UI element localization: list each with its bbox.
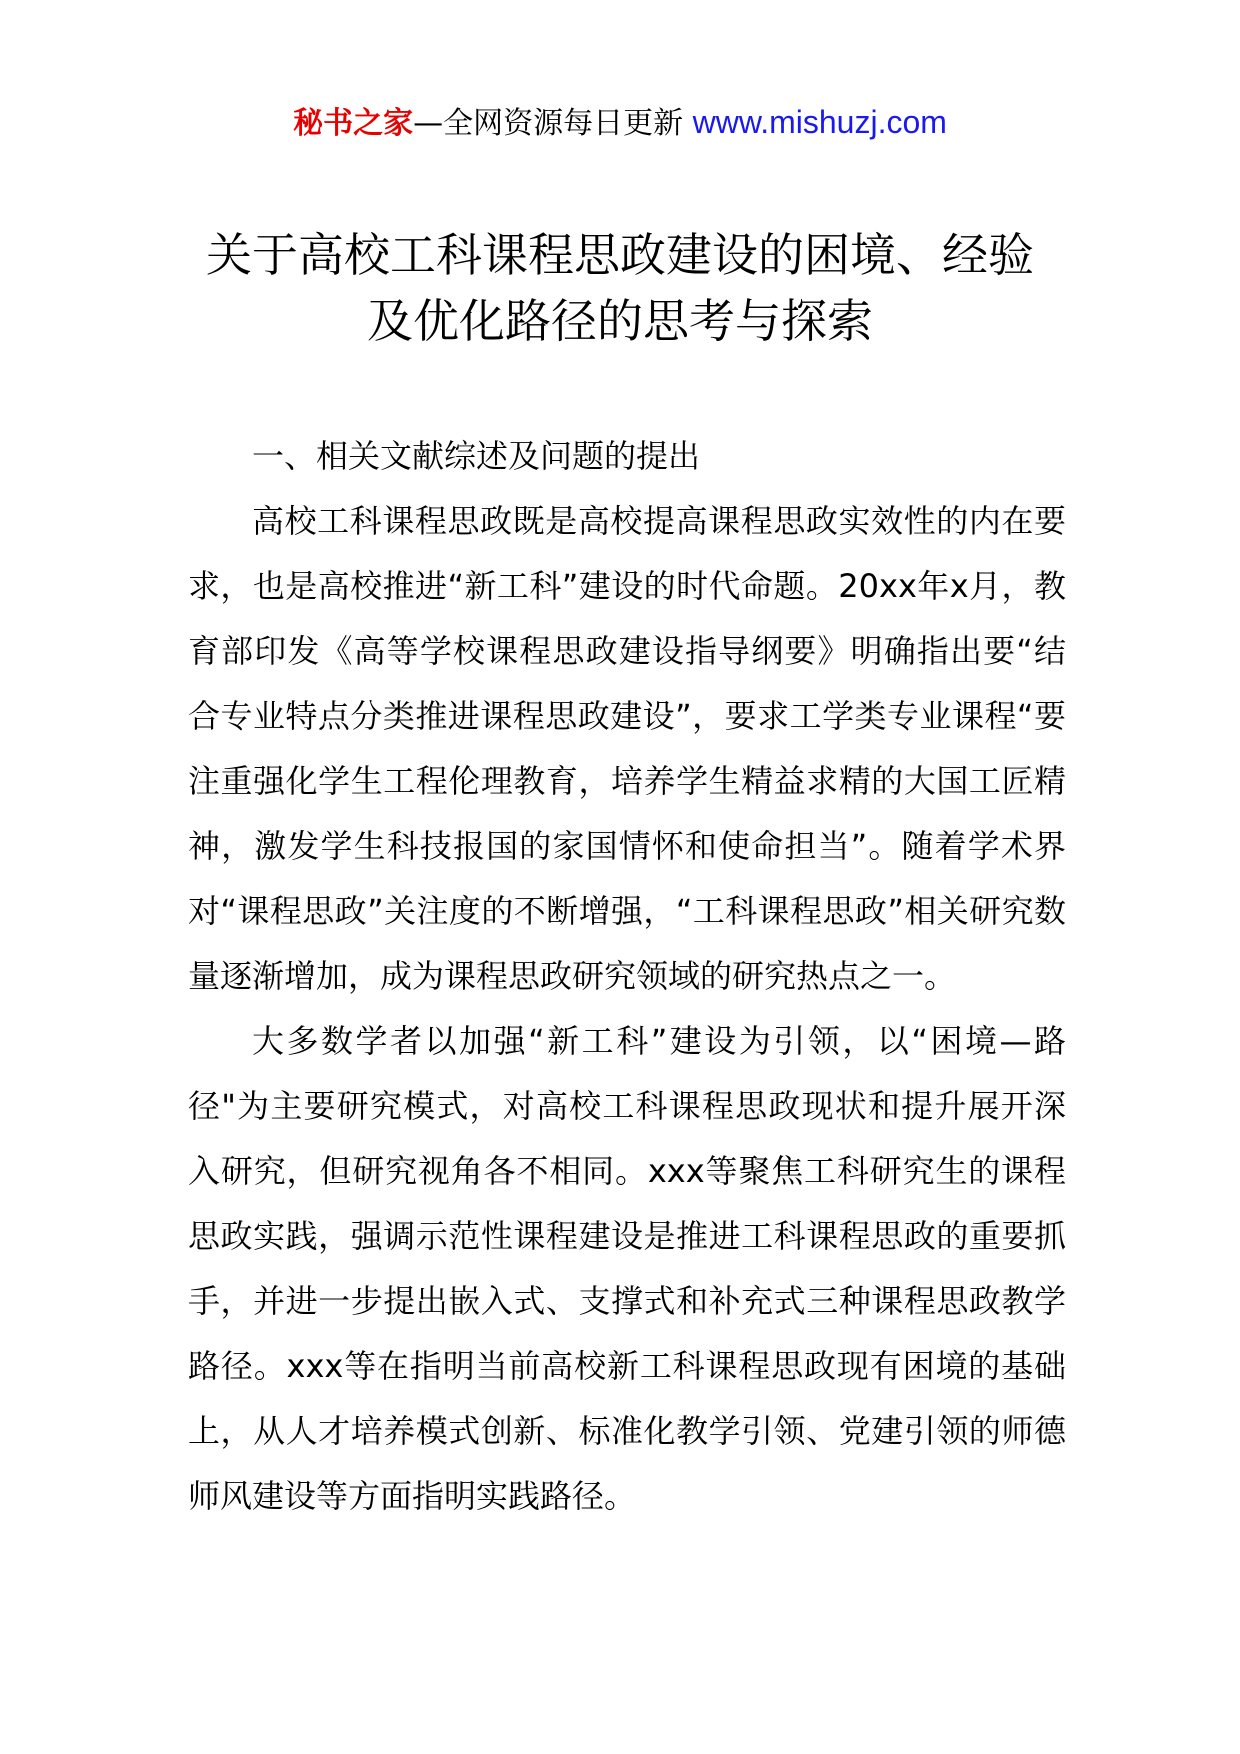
brand-name: 秘书之家 bbox=[293, 106, 414, 141]
body-paragraph-1: 高校工科课程思政既是高校提高课程思政实效性的内在要求，也是高校推进“新工科”建设的时代命题。20xx年x月，教育部印发《高等学校课程思政建设指导纲要》明确指出要“结合专业特点分类推进课程思政建设”，要求工学类专业课程“要注重强化学生工程伦理教育，培养学生精益求精的大国工匠精神，激发学生科技报国的家国情怀和使命担当”。随着学术界对“课程思政”关注度的不断增强，“工科课程思政”相关研究数量逐渐增加，成为课程思政研究领域的研究热点之一。 bbox=[188, 502, 1066, 995]
body-paragraph-2: 大多数学者以加强“新工科”建设为引领，以“困境—路径"为主要研究模式，对高校工科课程思政现状和提升展开深入研究，但研究视角各不相同。xxx等聚焦工科研究生的课程思政实践，强调示范性课程建设是推进工科课程思政的重要抓手，并进一步提出嵌入式、支撑式和补充式三种课程思政教学路径。xxx等在指明当前高校新工科课程思政现有困境的基础上，从人才培养模式创新、标准化教学引领、党建引领的师德师风建设等方面指明实践路径。 bbox=[188, 1022, 1066, 1515]
header-slogan: —全网资源每日更新 bbox=[413, 106, 693, 141]
document-title bbox=[150, 222, 1090, 354]
document-body bbox=[188, 424, 1066, 1529]
title-line-1: 关于高校工科课程思政建设的困境、经验 bbox=[206, 228, 1034, 282]
title-line-2: 及优化路径的思考与探索 bbox=[367, 294, 873, 348]
site-url-link[interactable]: www.mishuzj.com bbox=[692, 104, 947, 140]
site-header bbox=[0, 100, 1240, 146]
section-heading: 一、相关文献综述及问题的提出 bbox=[252, 437, 701, 475]
